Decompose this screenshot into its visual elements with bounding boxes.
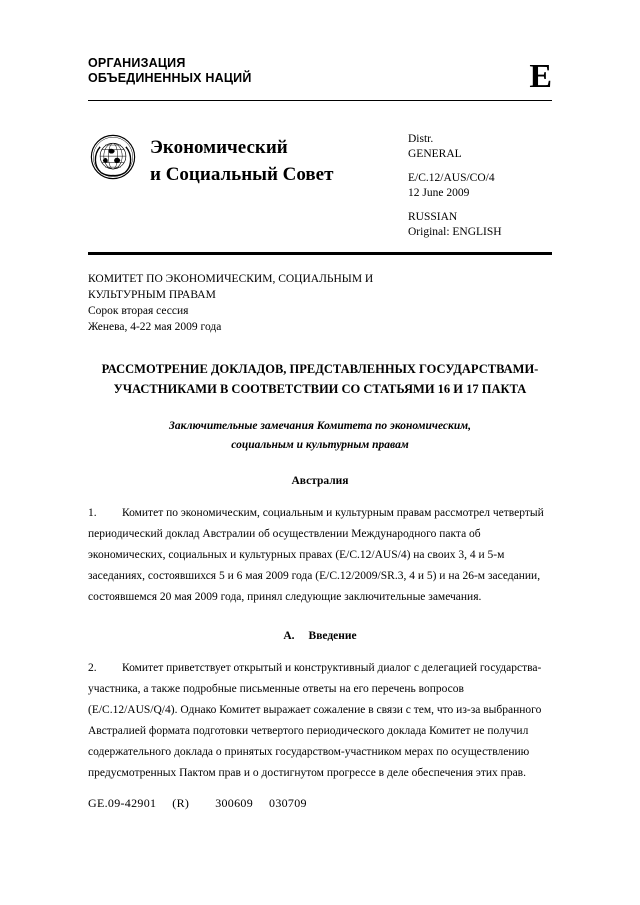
title-block-divider bbox=[88, 252, 552, 255]
council-title-line2-and: и bbox=[150, 164, 166, 185]
footer-job-number: GE.09-42901 bbox=[88, 796, 157, 810]
page-title-line1: РАССМОТРЕНИЕ ДОКЛАДОВ, ПРЕДСТАВЛЕННЫХ ГОСУДАРСТВАМИ- bbox=[101, 362, 539, 376]
committee-name-line1: КОМИТЕТ ПО ЭКОНОМИЧЕСКИМ, СОЦИАЛЬНЫМ И bbox=[88, 273, 374, 285]
section-heading-a bbox=[88, 630, 552, 642]
footer-code-2: 030709 bbox=[269, 796, 307, 810]
organization-name bbox=[88, 56, 552, 86]
paragraph-2-number: 2. bbox=[88, 662, 97, 674]
document-symbol: E/C.12/AUS/CO/4 bbox=[408, 172, 495, 184]
distribution-info bbox=[400, 128, 552, 240]
council-title-line2 bbox=[150, 161, 400, 188]
page-subtitle-line1: Заключительные замечания Комитета по экономическим, bbox=[168, 420, 472, 432]
council-title-line1: Экономический bbox=[150, 137, 288, 158]
footer-code-1: 300609 bbox=[215, 796, 254, 810]
document-content bbox=[88, 56, 552, 784]
masthead bbox=[88, 56, 552, 110]
country-heading: Австралия bbox=[291, 475, 349, 487]
title-block bbox=[88, 128, 552, 240]
distr-label: Distr. bbox=[408, 133, 434, 145]
council-title-line2-social: Социальный bbox=[165, 164, 283, 185]
distr-gap-1 bbox=[408, 162, 552, 171]
masthead-divider bbox=[88, 100, 552, 101]
section-a-letter: A. bbox=[283, 630, 295, 642]
document-language: RUSSIAN bbox=[408, 211, 458, 223]
page-title bbox=[88, 359, 552, 399]
footer-language-code: (R) bbox=[172, 796, 190, 810]
organization-name-line1: ОРГАНИЗАЦИЯ bbox=[88, 56, 186, 70]
organization-name-line2: ОБЪЕДИНЕННЫХ НАЦИЙ bbox=[88, 71, 252, 85]
document-original-language: Original: ENGLISH bbox=[408, 226, 502, 238]
paragraph-1-text: Комитет по экономическим, социальным и культурным правам рассмотрел четвертый периодический доклад Австралии об осуществлении Международного пакта об экономических, социальных и культурных правах (Е/С.12/AUS/4) на своих 3, 4 и 5-м заседаниях, состоявшихся 5 и 6 мая 2009 года (E/C.12/2009/SR.3, 4 и 5) и на 26-м заседании, состоявшемся 20 мая 2009 года, принял следующие заключительные замечания. bbox=[88, 507, 544, 603]
paragraph-1 bbox=[88, 503, 552, 608]
session-number: Сорок вторая сессия bbox=[88, 305, 189, 317]
committee-block bbox=[88, 271, 552, 335]
paragraph-2 bbox=[88, 658, 552, 784]
committee-name-line2: КУЛЬТУРНЫМ ПРАВАМ bbox=[88, 289, 216, 301]
council-title-line2-council: Совет bbox=[282, 164, 334, 185]
document-series-letter: E bbox=[529, 58, 552, 95]
document-date: 12 June 2009 bbox=[408, 187, 470, 199]
session-venue-dates: Женева, 4-22 мая 2009 года bbox=[88, 321, 222, 333]
section-a-label: Введение bbox=[308, 630, 357, 642]
page-title-line2: УЧАСТНИКАМИ В СООТВЕТСТВИИ СО СТАТЬЯМИ 16 И 17 ПАКТА bbox=[113, 382, 527, 396]
paragraph-1-number: 1. bbox=[88, 507, 97, 519]
un-emblem-icon bbox=[90, 134, 136, 180]
council-title bbox=[150, 128, 400, 188]
page-footer bbox=[88, 796, 307, 811]
page-subtitle-line2: социальным и культурным правам bbox=[231, 439, 409, 451]
distr-value: GENERAL bbox=[408, 148, 462, 160]
page-subtitle bbox=[88, 417, 552, 455]
paragraph-2-text: Комитет приветствует открытый и конструктивный диалог с делегацией государства-участника, а также подробные письменные ответы на его перечень вопросов (E/C.12/AUS/Q/4). Однако Комитет выражает сожаление в связи с тем, что из-за выбранного Австралией формата подготовки четвертого периодического доклада Комитет не получил содержательного доклада о принятых государством-участником мерах по осуществлению предусмотренных Пактом прав и о достигнутом прогрессе в деле обеспечения этих прав. bbox=[88, 662, 542, 779]
distr-gap-2 bbox=[408, 201, 552, 210]
